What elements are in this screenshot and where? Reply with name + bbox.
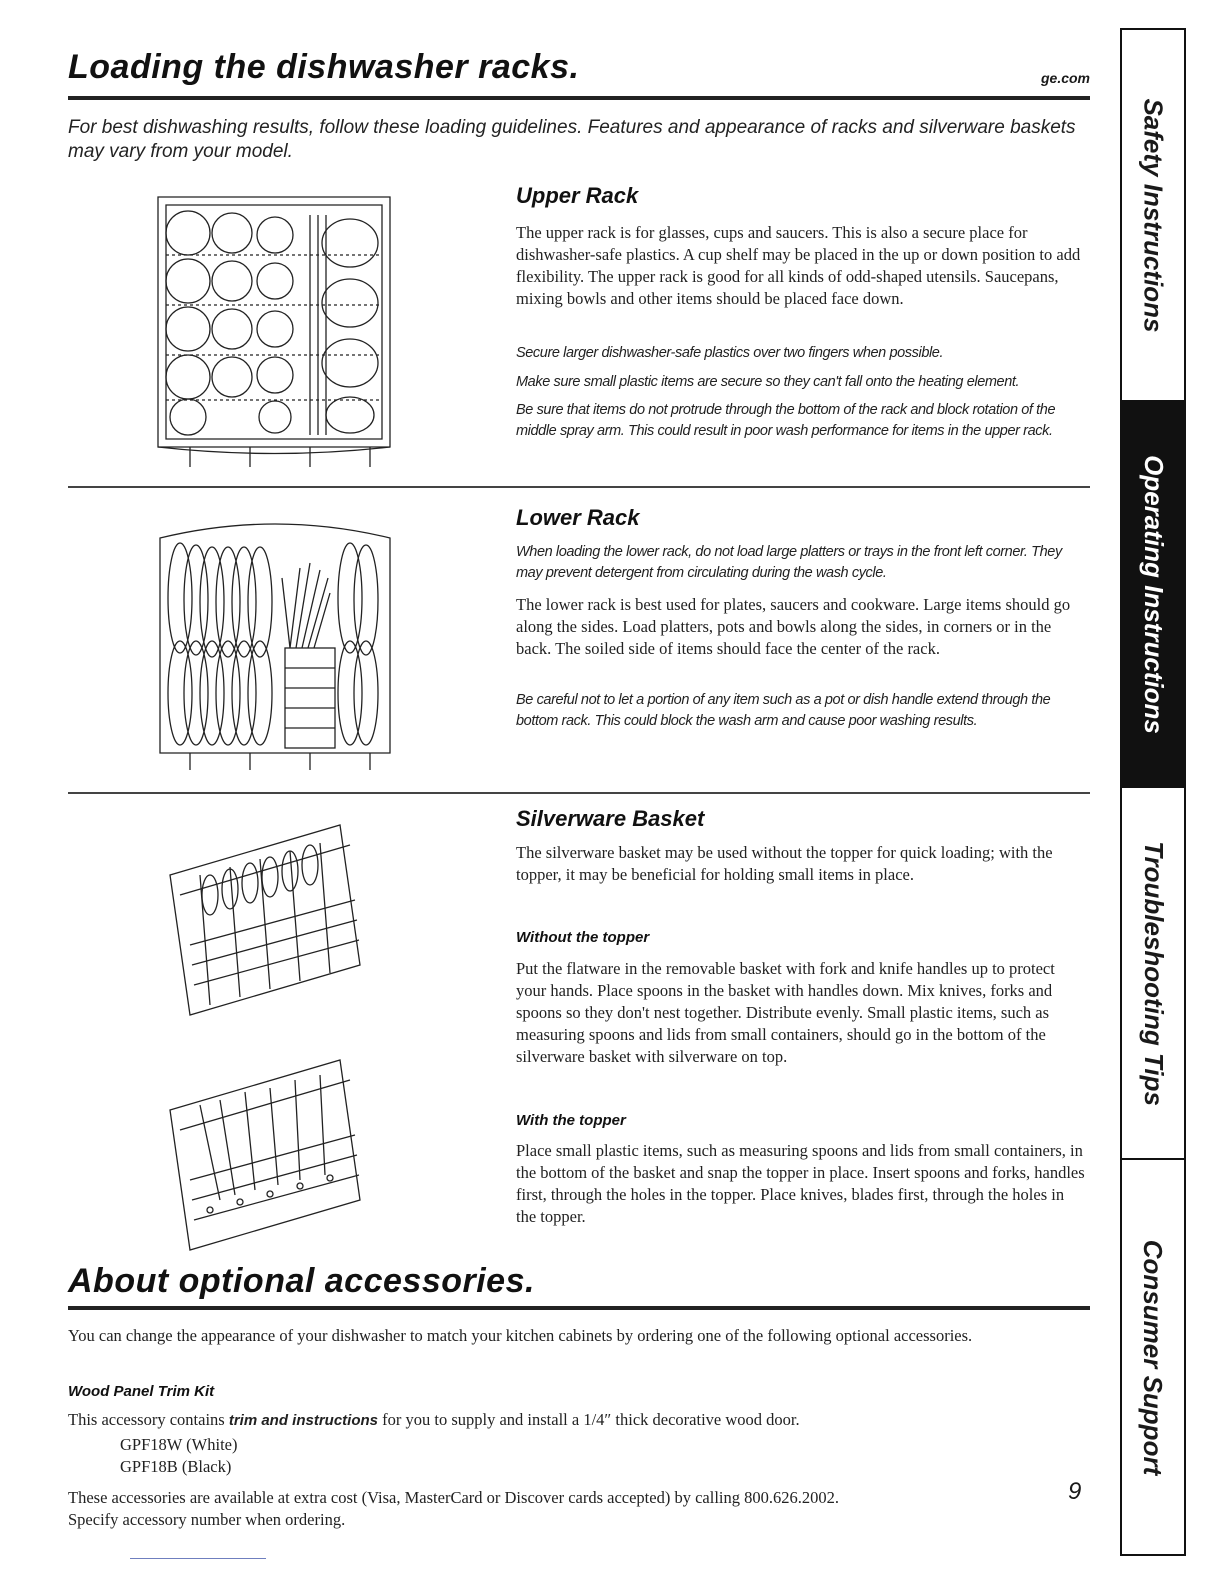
page-title: Loading the dishwasher racks. <box>68 48 580 86</box>
accessories-outro: These accessories are available at extra cost (Visa, MasterCard or Discover cards accepted) by calling 800.626.2002. <box>68 1488 839 1507</box>
kit-text-post: for you to supply and install a 1/4″ thick decorative wood door. <box>378 1410 800 1429</box>
wood-panel-kit-body <box>68 1409 1078 1432</box>
without-topper-heading: Without the topper <box>516 929 650 946</box>
lower-rack-note-1: When loading the lower rack, do not load large platters or trays in the front left corner. They may prevent detergent from circulating during the wash cycle. <box>516 544 1062 581</box>
upper-rack-body: The upper rack is for glasses, cups and saucers. This is also a secure place for dishwasher-safe plastics. A cup shelf may be placed in the up or down position to add flexibility. The upper rack is good for all kinds of odd-shaped utensils. Saucepans, mixing bowls and other items should be placed face down. <box>516 223 1081 308</box>
with-topper-body: Place small plastic items, such as measuring spoons and lids from small containers, in the bottom of the basket and snap the topper in place. Insert spoons and forks, handles first, through the holes in the topper. Place knives, blades first, through the holes in the topper. <box>516 1141 1085 1226</box>
part-code-white: GPF18W (White) <box>120 1435 238 1454</box>
lower-rack-note-2: Be careful not to let a portion of any item such as a pot or dish handle extend through the bottom rack. This could block the wash arm and cause poor washing results. <box>516 692 1051 729</box>
kit-text-pre: This accessory contains <box>68 1410 229 1429</box>
tab-label: Consumer Support <box>1138 1239 1169 1475</box>
tab-label: Safety Instructions <box>1138 97 1169 333</box>
lower-rack-title: Lower Rack <box>516 505 640 530</box>
footer-line <box>130 1558 266 1559</box>
accessories-rule <box>68 1306 1090 1310</box>
lower-rack-illustration <box>150 508 400 773</box>
section-divider <box>68 792 1090 794</box>
silverware-basket-illustration <box>150 815 370 1025</box>
tab-label: Operating Instructions <box>1138 454 1169 734</box>
tab-label: Troubleshooting Tips <box>1138 840 1169 1106</box>
upper-rack-illustration <box>150 185 400 470</box>
tab-safety-instructions[interactable] <box>1122 30 1184 400</box>
accessories-intro: You can change the appearance of your dishwasher to match your kitchen cabinets by ordering one of the following optional accessories. <box>68 1326 973 1345</box>
kit-text-bold: trim and instructions <box>228 1412 379 1429</box>
with-topper-heading: With the topper <box>516 1112 626 1129</box>
lower-rack-body: The lower rack is best used for plates, saucers and cookware. Large items should go along the sides. Load platters, pots and bowls along the sides, in corners or in the back. The soiled side of items should face the center of the rack. <box>516 595 1071 658</box>
page-number: 9 <box>1068 1478 1082 1505</box>
silverware-basket-topper-illustration <box>150 1050 370 1255</box>
tab-troubleshooting-tips[interactable] <box>1122 788 1184 1158</box>
silverware-basket-title: Silverware Basket <box>516 806 705 831</box>
silverware-basket-body: The silverware basket may be used without the topper for quick loading; with the topper, it may be beneficial for holding small items in place. <box>516 843 1053 884</box>
without-topper-body: Put the flatware in the removable basket with fork and knife handles up to protect your hands. Place spoons in the basket with handles down. Mix knives, forks and spoons so they don't nest together. Distribute evenly. Small plastic items, such as measuring spoons and lids from small containers, should go in the bottom of the silverware basket with silverware on top. <box>516 959 1055 1066</box>
upper-rack-note-3: Be sure that items do not protrude through the bottom of the rack and block rotation of the middle spray arm. This could result in poor wash performance for items in the upper rack. <box>516 402 1056 439</box>
upper-rack-title: Upper Rack <box>516 183 639 208</box>
section-tabs <box>1120 28 1186 1556</box>
upper-rack-note-2: Make sure small plastic items are secure so they can't fall onto the heating element. <box>516 374 1020 390</box>
accessories-outro-2: Specify accessory number when ordering. <box>68 1510 346 1529</box>
wood-panel-kit-heading: Wood Panel Trim Kit <box>68 1383 215 1400</box>
tab-operating-instructions[interactable] <box>1122 402 1184 786</box>
tab-consumer-support[interactable] <box>1122 1160 1184 1554</box>
section-divider <box>68 486 1090 488</box>
title-rule <box>68 96 1090 100</box>
accessories-title: About optional accessories. <box>68 1262 535 1300</box>
site-url: ge.com <box>1040 70 1090 86</box>
intro-text: For best dishwashing results, follow these loading guidelines. Features and appearance of racks and silverware baskets may vary from your model. <box>68 117 1076 162</box>
part-code-black: GPF18B (Black) <box>120 1457 232 1476</box>
upper-rack-note-1: Secure larger dishwasher-safe plastics over two fingers when possible. <box>516 345 944 361</box>
